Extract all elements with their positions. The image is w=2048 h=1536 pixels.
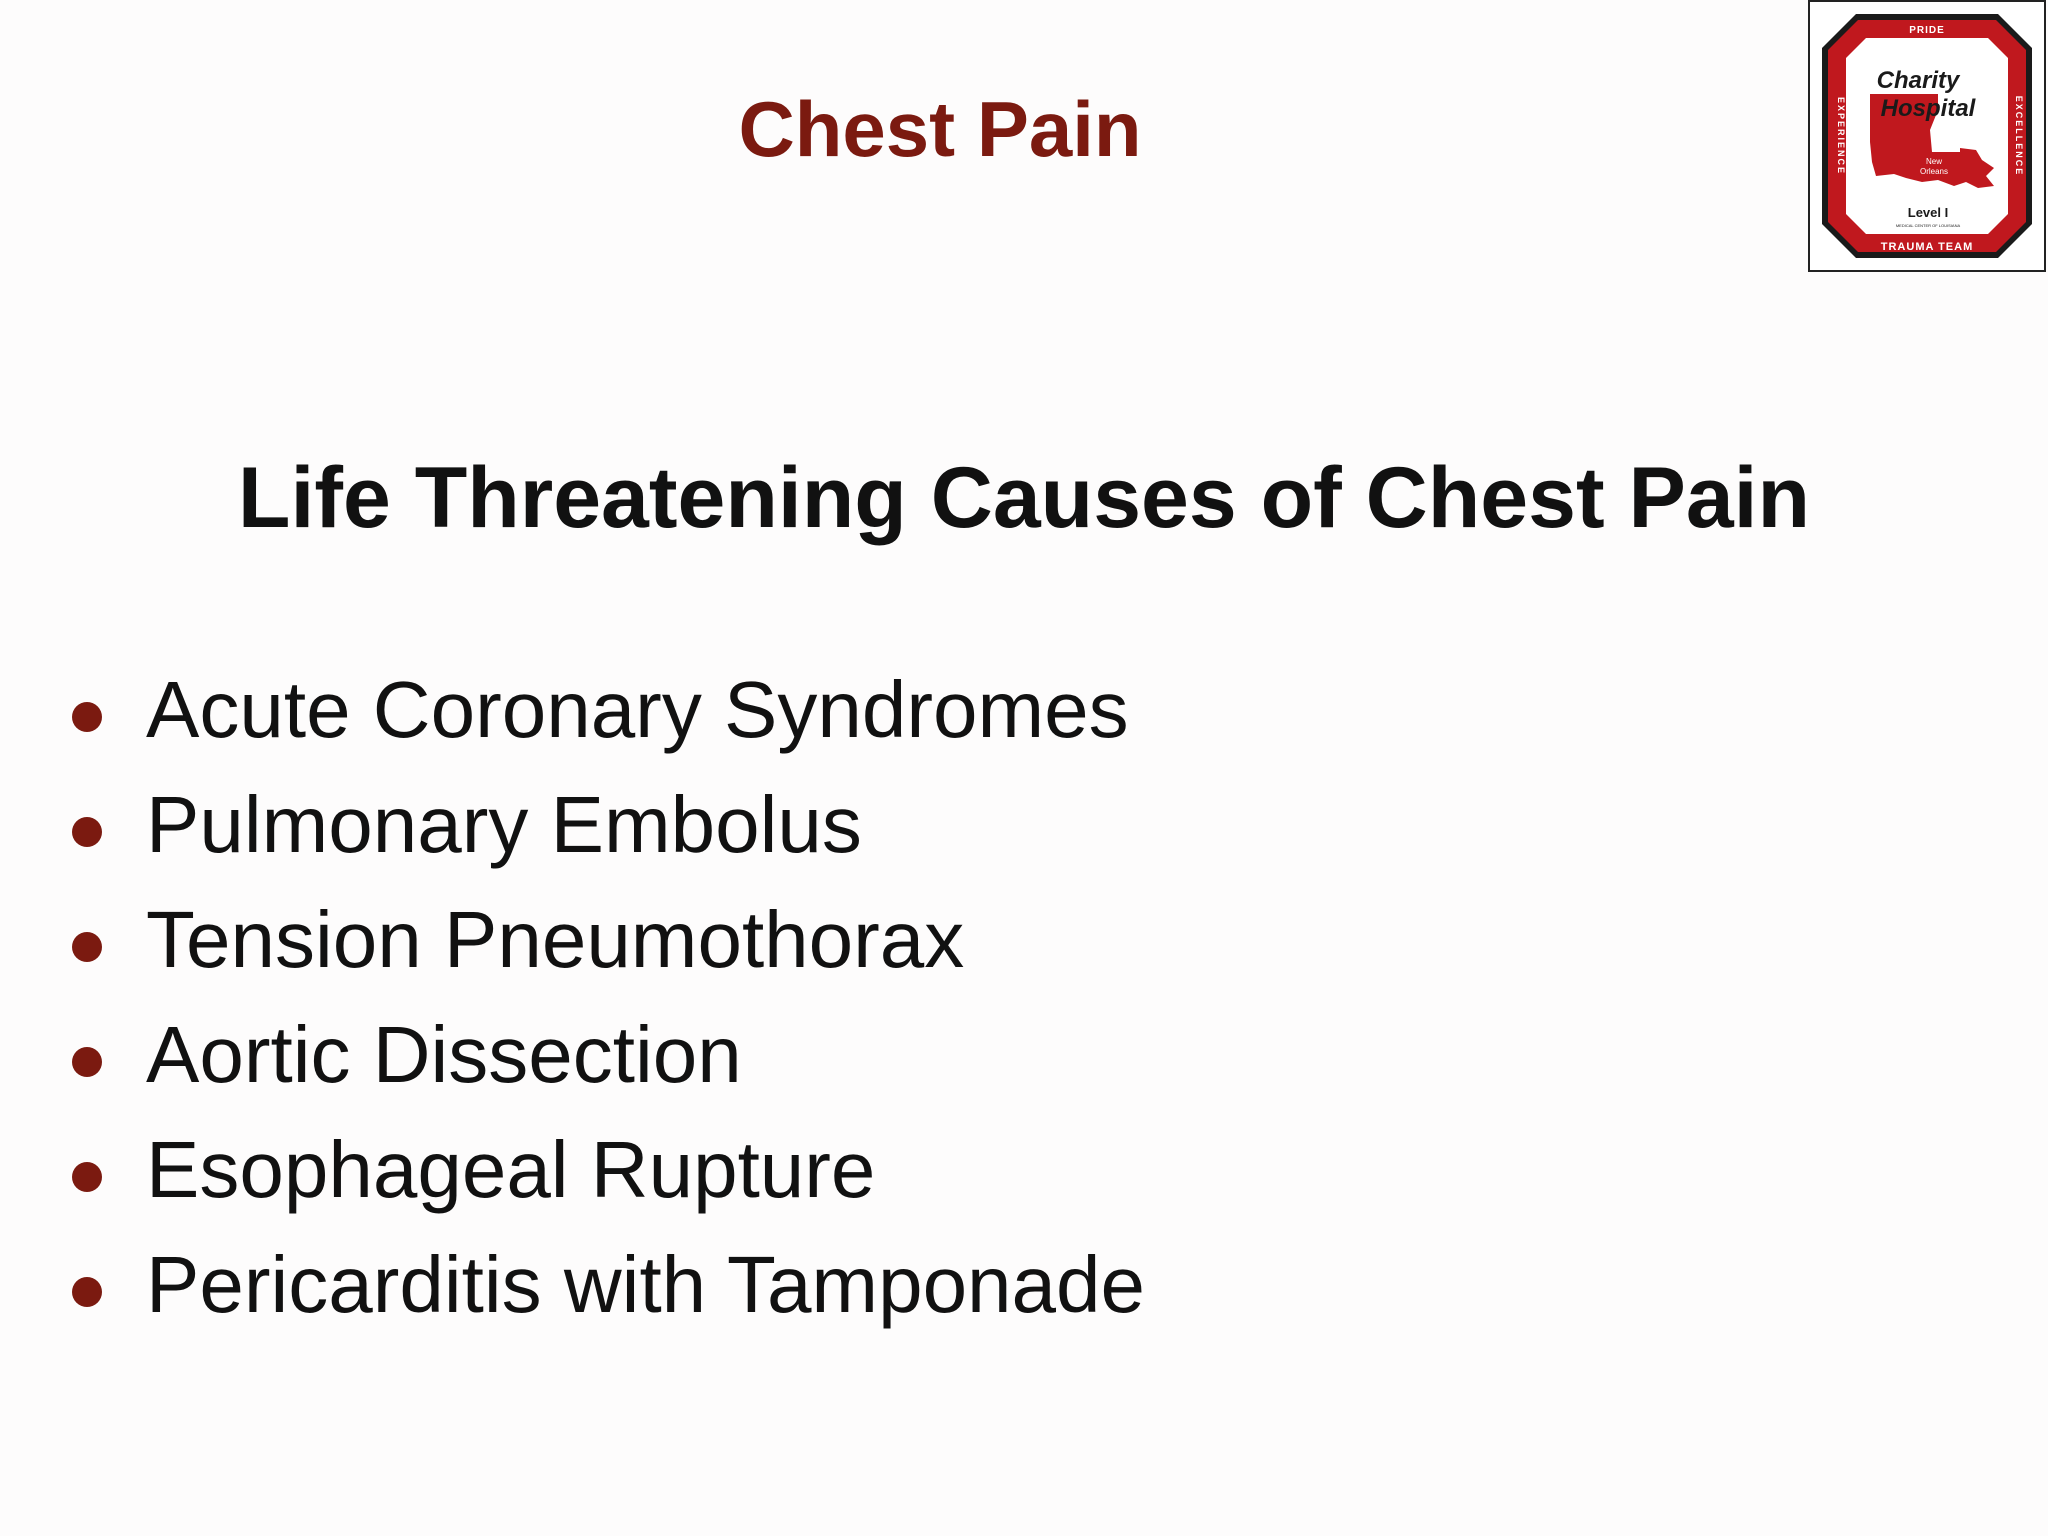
bullet-icon bbox=[72, 1277, 102, 1307]
hospital-logo bbox=[1808, 0, 2046, 272]
logo-top-text: PRIDE bbox=[1909, 25, 1945, 36]
logo-left-text: EXPERIENCE bbox=[1836, 96, 1846, 176]
bullet-icon bbox=[72, 817, 102, 847]
logo-right-text: EXCELLENCE bbox=[2014, 95, 2024, 177]
bullet-icon bbox=[72, 932, 102, 962]
logo-city-line2: Orleans bbox=[1919, 167, 1949, 176]
list-item bbox=[72, 882, 1145, 997]
list-item bbox=[72, 1227, 1145, 1342]
logo-name-line1: Charity bbox=[1876, 67, 1960, 94]
logo-level: Level I bbox=[1907, 205, 1949, 220]
list-item bbox=[72, 652, 1145, 767]
list-item-text: Aortic Dissection bbox=[146, 1009, 742, 1099]
cause-list bbox=[72, 652, 1145, 1342]
logo-city-line1: New bbox=[1925, 157, 1943, 166]
list-item-text: Pulmonary Embolus bbox=[146, 779, 862, 869]
list-item bbox=[72, 767, 1145, 882]
logo-name-line2: Hospital bbox=[1880, 95, 1976, 122]
list-item bbox=[72, 1112, 1145, 1227]
list-item-text: Pericarditis with Tamponade bbox=[146, 1239, 1146, 1329]
list-item-text: Tension Pneumothorax bbox=[146, 894, 965, 984]
slide-title: Chest Pain bbox=[738, 85, 1142, 173]
list-item bbox=[72, 997, 1145, 1112]
bullet-icon bbox=[72, 1162, 102, 1192]
list-item-text: Acute Coronary Syndromes bbox=[146, 664, 1129, 754]
bullet-icon bbox=[72, 702, 102, 732]
list-item-text: Esophageal Rupture bbox=[146, 1124, 876, 1214]
logo-bottom-text: TRAUMA TEAM bbox=[1880, 241, 1974, 253]
section-heading: Life Threatening Causes of Chest Pain bbox=[237, 450, 1811, 546]
logo-subtitle: MEDICAL CENTER OF LOUISIANA bbox=[1895, 223, 1961, 228]
logo-graphic bbox=[1810, 2, 2044, 270]
bullet-icon bbox=[72, 1047, 102, 1077]
